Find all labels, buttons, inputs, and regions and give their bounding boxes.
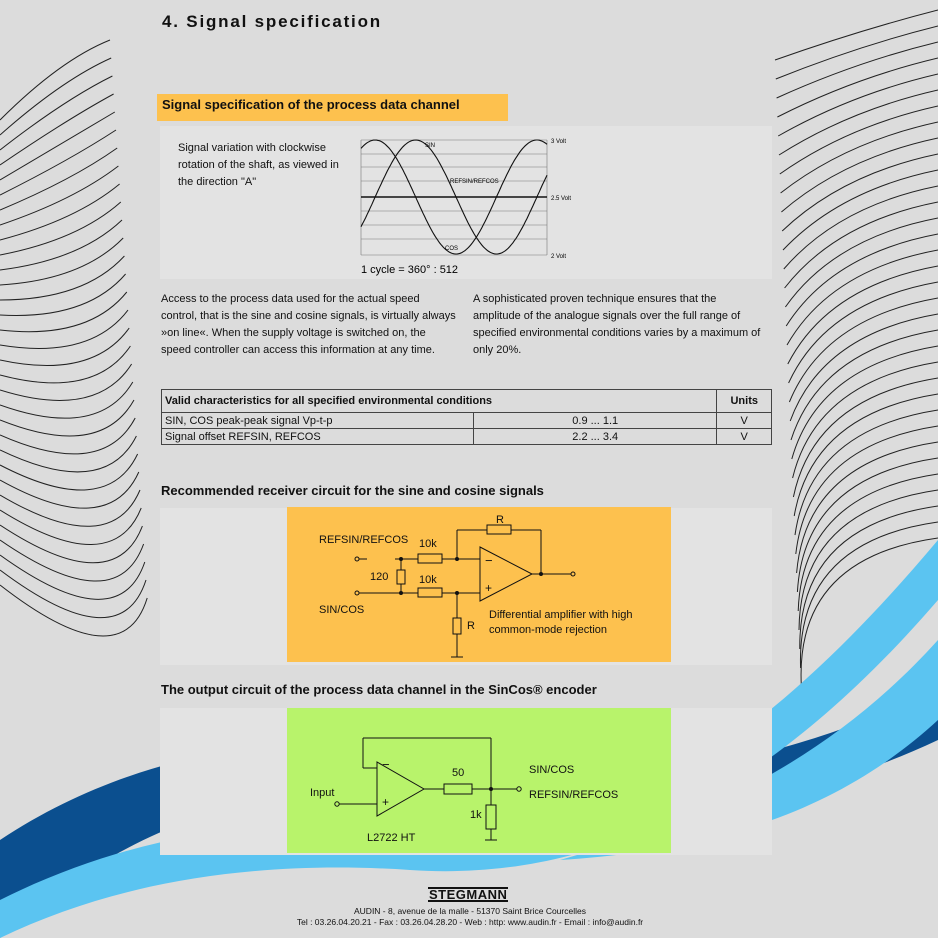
decorative-line [0, 76, 112, 150]
decorative-line [790, 314, 938, 421]
sin-cos-output-label: SIN/COS [529, 764, 575, 776]
opamp-plus: + [485, 581, 493, 595]
decorative-line [0, 166, 118, 225]
decorative-line [0, 472, 139, 508]
cycle-label: 1 cycle = 360° : 512 [361, 264, 459, 276]
decorative-line [787, 250, 938, 345]
table-cell-label: Signal offset REFSIN, REFCOS [162, 429, 474, 445]
decorative-line [0, 508, 141, 545]
decorative-line [781, 122, 938, 193]
signal-graph [355, 134, 585, 279]
table-row [162, 413, 772, 429]
page-title: 4. Signal specification [162, 12, 382, 31]
resistor-10k-bottom: 10k [419, 574, 437, 586]
table-row [162, 429, 772, 445]
decorative-line [0, 40, 110, 120]
decorative-line [0, 540, 144, 581]
decorative-line [793, 378, 938, 497]
opamp-minus: − [485, 553, 493, 568]
decorative-line [792, 346, 938, 459]
table-header-characteristics: Valid characteristics for all specified environmental conditions [162, 390, 717, 413]
decorative-line [781, 138, 938, 212]
decorative-line [0, 525, 142, 563]
decorative-line [0, 490, 140, 526]
resistor-r-top: R [496, 514, 504, 526]
characteristics-table [161, 389, 772, 445]
table-cell-unit: V [717, 429, 772, 445]
amplifier-note: Differential amplifier with high common-mode rejection [489, 609, 633, 636]
decorative-line [788, 266, 938, 364]
decorative-line [783, 170, 938, 250]
resistor-120: 120 [370, 571, 389, 583]
decorative-line [0, 238, 123, 285]
bottom-volt-label: 2 Volt [551, 254, 567, 260]
decorative-line [776, 26, 938, 79]
footer-contact: Tel : 03.26.04.20.21 - Fax : 03.26.04.28.20 - Web : http: www.audin.fr - Email : info@audin.fr [296, 917, 644, 927]
mid-volt-label: 2.5 Volt [551, 196, 572, 202]
opamp-plus: + [382, 795, 390, 809]
input-label: Input [310, 787, 335, 799]
decorative-line [0, 274, 126, 315]
table-cell-label: SIN, COS peak-peak signal Vp-t-p [162, 413, 474, 429]
decorative-line [795, 410, 938, 535]
chip-label: L2722 HT [367, 832, 416, 844]
section-heading-signal-spec: Signal specification of the process data channel [157, 94, 508, 121]
decorative-line [794, 394, 938, 516]
resistor-1k: 1k [470, 809, 482, 821]
signal-variation-text: Signal variation with clockwise rotation of the shaft, as viewed in the direction "A" [178, 142, 339, 188]
ref-output-label: REFSIN/REFCOS [529, 789, 619, 801]
cos-label: COS [445, 246, 459, 252]
paragraph-online-access: Access to the process data used for the actual speed control, that is the sine and cosine signals, is virtually always »on line«. When the supply voltage is switched on, the speed controller can access this information at any time. [161, 293, 456, 356]
output-circuit-diagram [287, 708, 671, 853]
decorative-line [0, 292, 127, 332]
table-cell-unit: V [717, 413, 772, 429]
paragraph-amplitude: A sophisticated proven technique ensures that the amplitude of the analogue signals over the full range of specified environmental conditions varies by a maximum of only 20%. [473, 293, 761, 356]
brand-logo: STEGMANN [429, 887, 508, 902]
receiver-heading: Recommended receiver circuit for the sine and cosine signals [161, 483, 544, 498]
decorative-line [0, 256, 124, 300]
decorative-line [0, 220, 122, 270]
output-heading: The output circuit of the process data channel in the SinCos® encoder [161, 682, 597, 697]
footer-address: AUDIN - 8, avenue de la malle - 51370 Saint Brice Courcelles [354, 906, 586, 916]
resistor-r-bottom: R [467, 620, 475, 632]
decorative-line [777, 42, 938, 98]
top-volt-label: 3 Volt [551, 139, 567, 145]
table-cell-value: 0.9 ... 1.1 [474, 413, 717, 429]
decorative-line [0, 130, 116, 195]
decorative-line [796, 426, 938, 554]
opamp-minus: − [382, 757, 390, 772]
decorative-line [789, 282, 938, 383]
ref-label: REFSIN/REFCOS [450, 179, 499, 185]
table-cell-value: 2.2 ... 3.4 [474, 429, 717, 445]
output-circuit-panel [287, 708, 671, 853]
decorative-line [793, 362, 938, 478]
receiver-circuit-diagram [287, 507, 671, 662]
decorative-line [0, 184, 120, 240]
resistor-50: 50 [452, 767, 465, 779]
decorative-line [0, 94, 114, 165]
decorative-line [782, 154, 938, 231]
table-header-units: Units [717, 390, 772, 413]
ref-input-label: REFSIN/REFCOS [319, 534, 409, 546]
decorative-line [775, 10, 938, 60]
sin-label: SIN [425, 143, 436, 149]
resistor-10k-top: 10k [419, 538, 437, 550]
decorative-line [0, 112, 115, 180]
receiver-circuit-panel [287, 507, 671, 662]
table-header-row [162, 390, 772, 413]
sin-cos-input-label: SIN/COS [319, 604, 365, 616]
decorative-line [0, 202, 121, 255]
